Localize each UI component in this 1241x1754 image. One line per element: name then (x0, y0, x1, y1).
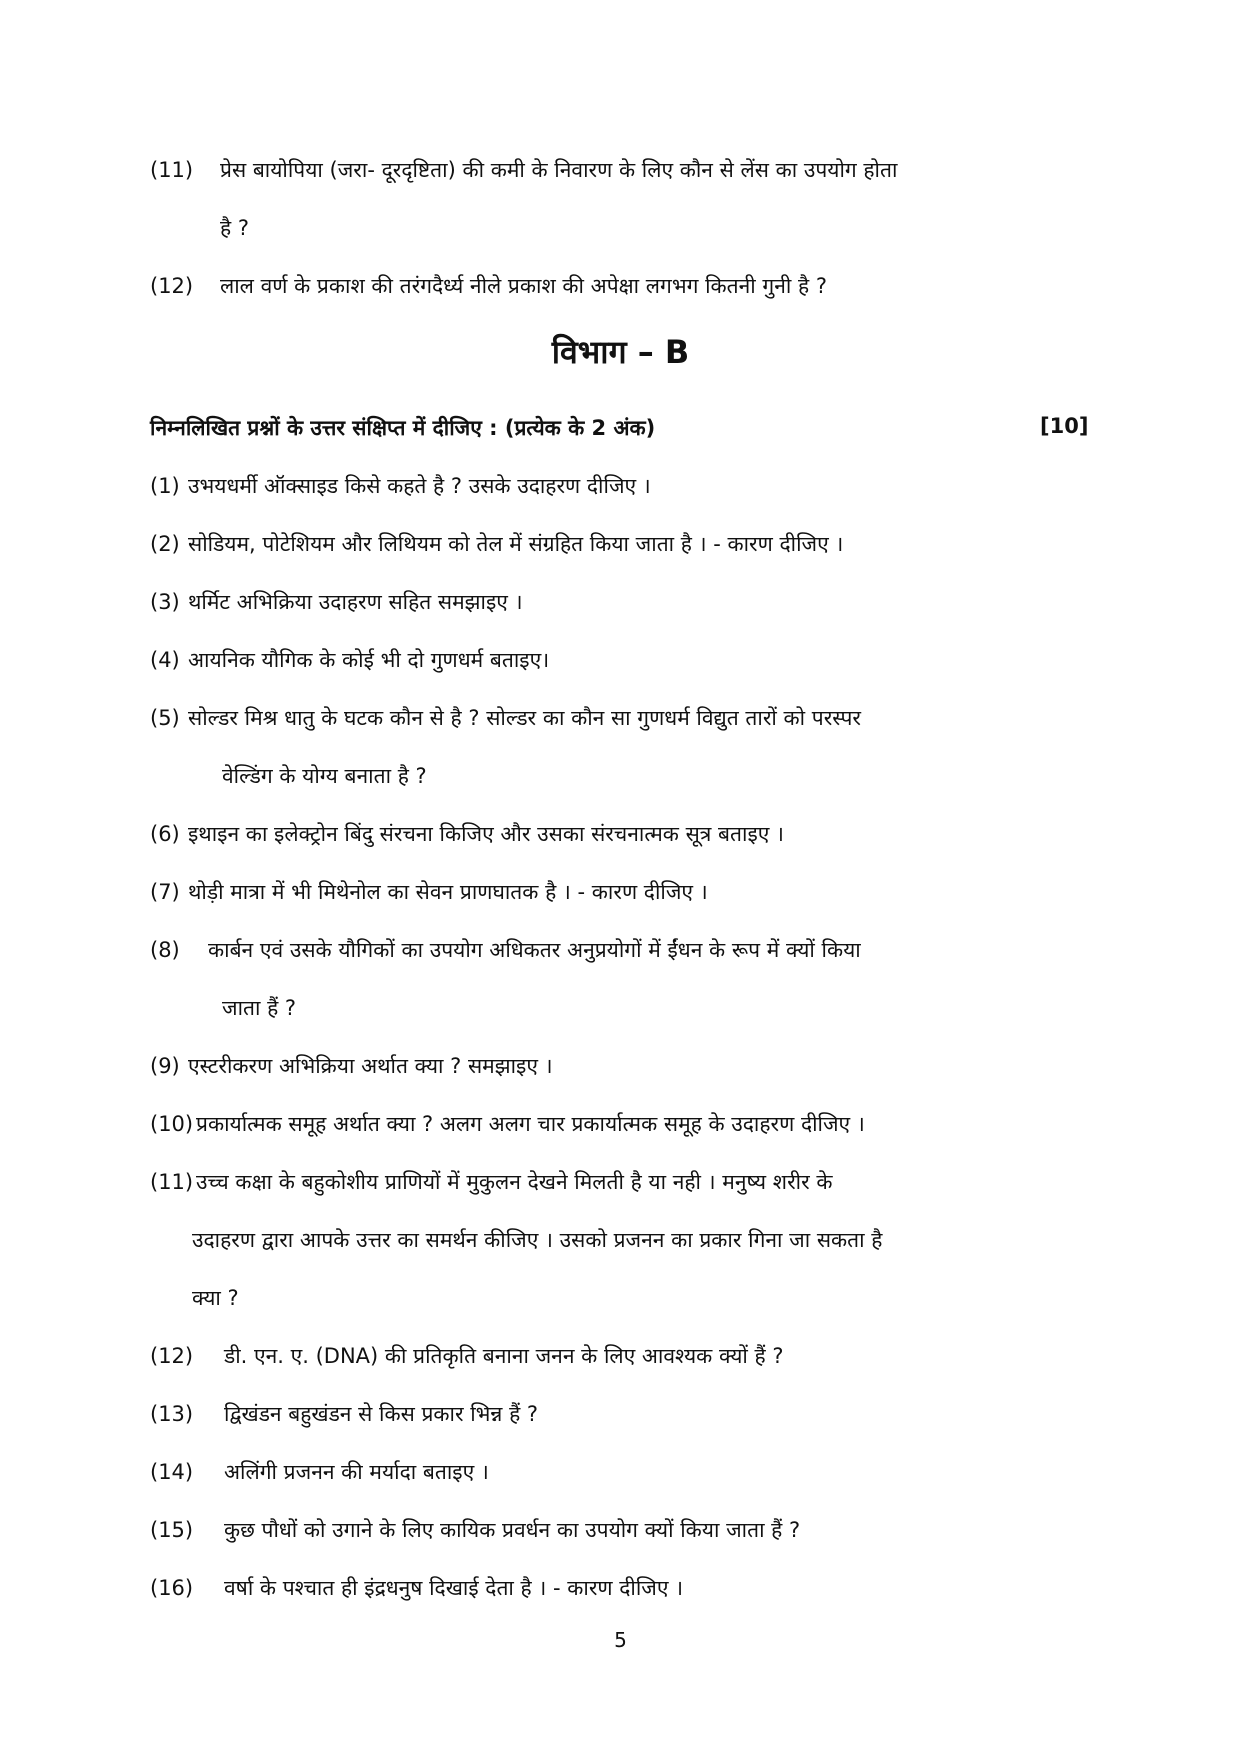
page-number: 5 (614, 1628, 627, 1652)
question-text: एस्टरीकरण अभिक्रिया अर्थात क्या ? समझाइए । (188, 1054, 553, 1078)
question-number: (3) (150, 590, 180, 614)
question-text-cont: जाता हैं ? (222, 996, 297, 1020)
question-number: (2) (150, 532, 180, 556)
question-text: प्रेस बायोपिया (जरा- दूरदृष्टिता) की कमी के निवारण के लिए कौन से लेंस का उपयोग होता (220, 158, 898, 182)
question-number: (14) (150, 1460, 194, 1484)
question-text: लाल वर्ण के प्रकाश की तरंगदैर्ध्य नीले प्रकाश की अपेक्षा लगभग कितनी गुनी है ? (220, 274, 827, 298)
section-title: विभाग – B (551, 333, 690, 371)
question-text: इथाइन का इलेक्ट्रोन बिंदु संरचना किजिए और उसका संरचनात्मक सूत्र बताइए । (188, 822, 785, 846)
question-text-cont: क्या ? (192, 1286, 239, 1310)
question-text: वर्षा के पश्चात ही इंद्रधनुष दिखाई देता है । - कारण दीजिए । (224, 1576, 684, 1600)
section-marks: [10] (1040, 414, 1089, 438)
question-text: डी. एन. ए. (DNA) की प्रतिकृति बनाना जनन के लिए आवश्यक क्यों हैं ? (224, 1344, 784, 1368)
question-number: (15) (150, 1518, 194, 1542)
question-number: (11) (150, 158, 194, 182)
question-text: कुछ पौधों को उगाने के लिए कायिक प्रवर्धन का उपयोग क्यों किया जाता हैं ? (224, 1518, 801, 1542)
question-number: (6) (150, 822, 180, 846)
question-text-cont: वेल्डिंग के योग्य बनाता है ? (222, 764, 427, 788)
question-number: (5) (150, 706, 180, 730)
question-number: (16) (150, 1576, 194, 1600)
section-instruction: निम्नलिखित प्रश्नों के उत्तर संक्षिप्त में दीजिए : (प्रत्येक के 2 अंक) (150, 416, 656, 440)
question-text: उभयधर्मी ऑक्साइड किसे कहते है ? उसके उदाहरण दीजिए । (188, 474, 651, 498)
question-number: (10) (150, 1112, 194, 1136)
question-text: आयनिक यौगिक के कोई भी दो गुणधर्म बताइए। (188, 648, 550, 672)
question-text: अलिंगी प्रजनन की मर्यादा बताइए । (224, 1460, 489, 1484)
question-text: प्रकार्यात्मक समूह अर्थात क्या ? अलग अलग चार प्रकार्यात्मक समूह के उदाहरण दीजिए । (196, 1112, 865, 1136)
question-text-cont: है ? (220, 216, 249, 240)
question-text: थर्मिट अभिक्रिया उदाहरण सहित समझाइए । (188, 590, 523, 614)
question-text: द्विखंडन बहुखंडन से किस प्रकार भिन्न हैं ? (224, 1402, 539, 1426)
question-text-cont: उदाहरण द्वारा आपके उत्तर का समर्थन कीजिए । उसको प्रजनन का प्रकार गिना जा सकता है (192, 1228, 883, 1252)
question-number: (12) (150, 1344, 194, 1368)
question-number: (13) (150, 1402, 194, 1426)
question-number: (12) (150, 274, 194, 298)
question-text: सोल्डर मिश्र धातु के घटक कौन से है ? सोल्डर का कौन सा गुणधर्म विद्युत तारों को परस्पर (188, 706, 861, 730)
question-number: (11) (150, 1170, 194, 1194)
question-text: थोड़ी मात्रा में भी मिथेनोल का सेवन प्राणघातक है । - कारण दीजिए । (188, 880, 708, 904)
question-text: कार्बन एवं उसके यौगिकों का उपयोग अधिकतर अनुप्रयोगों में ईंधन के रूप में क्यों किया (208, 938, 861, 962)
question-number: (8) (150, 938, 180, 962)
question-text: सोडियम, पोटेशियम और लिथियम को तेल में संग्रहित किया जाता है । - कारण दीजिए । (188, 532, 844, 556)
question-number: (9) (150, 1054, 180, 1078)
question-text: उच्च कक्षा के बहुकोशीय प्राणियों में मुकुलन देखने मिलती है या नही । मनुष्य शरीर के (196, 1170, 833, 1194)
question-number: (4) (150, 648, 180, 672)
question-number: (7) (150, 880, 180, 904)
question-number: (1) (150, 474, 180, 498)
